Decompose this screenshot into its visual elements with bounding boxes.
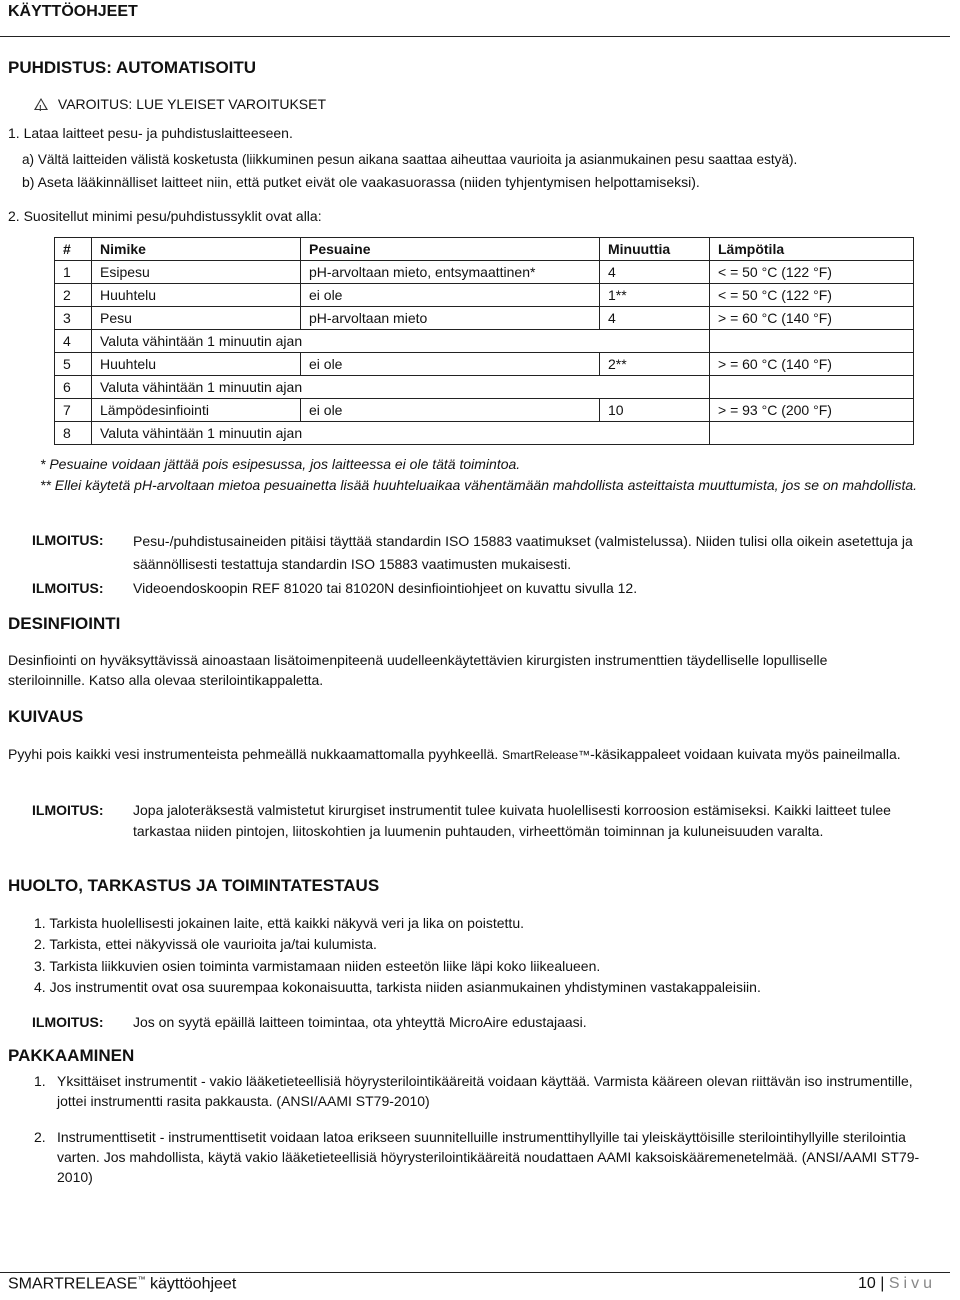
cleaning-cycle-table — [54, 237, 914, 445]
notice-label-2: ILMOITUS: — [32, 580, 104, 596]
maintenance-item-2: 2. Tarkista, ettei näkyvissä ole vaurioita ja/tai kulumista. — [34, 936, 377, 952]
packaging-text-1: Yksittäiset instrumentit - vakio lääketieteellisiä höyrysterilointikääreitä voidaan käyttää. Varmista kääreen olevan riittävän iso instrumentille, jottei instrumentti rasita pakkausta. (ANSI/AAMI ST79-2010) — [57, 1073, 913, 1109]
col-header-agent: Pesuaine — [301, 238, 600, 261]
cell-temperature: > = 60 °C (140 °F) — [710, 307, 914, 330]
drying-text-a: Pyyhi pois kaikki vesi instrumenteista pehmeällä nukkaamattomalla pyyhkeellä. — [8, 746, 499, 762]
footer-divider — [0, 1272, 950, 1273]
packaging-number-1: 1. — [34, 1073, 46, 1089]
page-number: 10 — [858, 1275, 876, 1292]
cell-empty — [600, 376, 710, 399]
notice-text-2: Videoendoskoopin REF 81020 tai 81020N desinfiointiohjeet on kuvattu sivulla 12. — [133, 580, 638, 596]
step-1a: a) Vältä laitteiden välistä kosketusta (liikkuminen pesun aikana saattaa aiheuttaa vaurioita ja asianmukainen pesu saattaa estyä). — [22, 152, 798, 167]
cell-number: 4 — [55, 330, 92, 353]
table-footnote-2: ** Ellei käytetä pH-arvoltaan mietoa pesuainetta lisää huuhteluaikaa vähentämään mahdollista asteittaista muuttumista, jos se on mahdollista. — [40, 477, 918, 493]
cell-name: Huuhtelu — [92, 353, 301, 376]
cell-agent: ei ole — [301, 284, 600, 307]
cell-name: Valuta vähintään 1 minuutin ajan — [92, 422, 600, 445]
page-word: Sivu — [888, 1275, 936, 1292]
notice-text-1: Pesu-/puhdistusaineiden pitäisi täyttää standardin ISO 15883 vaatimukset (valmistelussa). Niiden tulisi olla oikein asetettuja ja säännöllisesti testattuja standardin ISO 15883 vaatimusten mukaisesti. — [133, 533, 913, 572]
step-1b: b) Aseta lääkinnälliset laitteet niin, että putket eivät ole vaakasuorassa (niiden tyhjentymisen helpottamiseksi). — [22, 174, 700, 190]
section-title-auto-cleaning: PUHDISTUS: AUTOMATISOITU — [8, 58, 257, 77]
cell-temperature: < = 50 °C (122 °F) — [710, 284, 914, 307]
drying-text — [8, 744, 938, 765]
notice-text-3: Jopa jaloteräksestä valmistetut kirurgiset instrumentit tulee kuivata huolellisesti korroosion estämiseksi. Kaikki laitteet tulee tarkastaa niiden pintojen, liitoskohtien ja luumenin puhtauden, virheettömän toiminnan ja kuluneisuuden varalta. — [133, 802, 891, 839]
section-title-disinfection: DESINFIOINTI — [8, 614, 121, 633]
cell-empty — [710, 376, 914, 399]
notice-label-1: ILMOITUS: — [32, 532, 104, 548]
notice-label-3: ILMOITUS: — [32, 802, 104, 818]
col-header-name: Nimike — [92, 238, 301, 261]
drying-text-b: -käsikappaleet voidaan kuivata myös paineilmalla. — [590, 746, 901, 762]
col-header-minutes: Minuuttia — [600, 238, 710, 261]
cell-agent: pH-arvoltaan mieto, entsymaattinen* — [301, 261, 600, 284]
table-footnote-1: * Pesuaine voidaan jättää pois esipesussa, jos laitteessa ei ole tätä toimintoa. — [40, 456, 521, 472]
table-row — [55, 307, 914, 330]
footer-doc-name: käyttöohjeet — [145, 1275, 237, 1293]
cell-name: Huuhtelu — [92, 284, 301, 307]
col-header-number: # — [55, 238, 92, 261]
cell-name: Pesu — [92, 307, 301, 330]
header-title: KÄYTTÖOHJEET — [8, 3, 138, 20]
cell-temperature: > = 60 °C (140 °F) — [710, 353, 914, 376]
step-1: 1. Lataa laitteet pesu- ja puhdistuslaitteeseen. — [8, 125, 293, 141]
cell-minutes: 10 — [600, 399, 710, 422]
table-row — [55, 422, 914, 445]
cell-temperature: < = 50 °C (122 °F) — [710, 261, 914, 284]
warning-triangle-icon — [34, 98, 48, 110]
cell-name: Esipesu — [92, 261, 301, 284]
section-title-maintenance: HUOLTO, TARKASTUS JA TOIMINTATESTAUS — [8, 876, 380, 895]
section-title-drying: KUIVAUS — [8, 707, 84, 726]
disinfection-text: Desinfiointi on hyväksyttävissä ainoastaan lisätoimenpiteenä uudelleenkäytettävien kirurgisten instrumenttien täydelliselle lopulliselle steriloinnille. Katso alla olevaa sterilointikappaletta. — [8, 652, 828, 688]
cell-minutes: 2** — [600, 353, 710, 376]
maintenance-item-1: 1. Tarkista huolellisesti jokainen laite, että kaikki näkyvä veri ja lika on poistettu. — [34, 915, 524, 931]
cell-number: 7 — [55, 399, 92, 422]
table-row — [55, 261, 914, 284]
page-separator: | — [875, 1275, 889, 1292]
maintenance-item-3: 3. Tarkista liikkuvien osien toiminta varmistamaan niiden esteetön liike läpi koko liikealueen. — [34, 958, 601, 974]
cell-name: Valuta vähintään 1 minuutin ajan — [92, 376, 600, 399]
section-title-packaging: PAKKAAMINEN — [8, 1046, 135, 1065]
cell-empty — [600, 422, 710, 445]
table-row — [55, 399, 914, 422]
cell-empty — [600, 330, 710, 353]
cell-minutes: 4 — [600, 261, 710, 284]
footer-brand: SMARTRELEASE — [8, 1275, 138, 1293]
cell-minutes: 4 — [600, 307, 710, 330]
notice-text-4: Jos on syytä epäillä laitteen toimintaa, ota yhteyttä MicroAire edustajaasi. — [133, 1014, 587, 1030]
cell-minutes: 1** — [600, 284, 710, 307]
cell-number: 2 — [55, 284, 92, 307]
col-header-temperature: Lämpötila — [710, 238, 914, 261]
footer-tm: ™ — [137, 1275, 146, 1284]
cell-empty — [710, 330, 914, 353]
packaging-text-2: Instrumenttisetit - instrumenttisetit voidaan latoa erikseen suunnitelluille instrumenttihyllyille tai yleiskäyttöisille sterilointihyllyille sterilointia varten. Jos mahdollista, käytä vakio lääketieteellisiä höyrysterilointikääreitä noudattaen AAMI kaksoiskääremenetelmää. (ANSI/AAMI ST79-2010) — [57, 1129, 920, 1185]
table-row — [55, 284, 914, 307]
cell-number: 6 — [55, 376, 92, 399]
table-header-row — [55, 238, 914, 261]
notice-label-4: ILMOITUS: — [32, 1014, 104, 1030]
cell-number: 1 — [55, 261, 92, 284]
cell-number: 5 — [55, 353, 92, 376]
cell-name: Lämpödesinfiointi — [92, 399, 301, 422]
maintenance-item-4: 4. Jos instrumentit ovat osa suurempaa kokonaisuutta, tarkista niiden asianmukainen yhdistyminen vastakappaleisiin. — [34, 979, 761, 995]
table-row — [55, 353, 914, 376]
step-2: 2. Suositellut minimi pesu/puhdistussyklit ovat alla: — [8, 208, 322, 224]
warning-line — [34, 94, 326, 114]
table-row — [55, 330, 914, 353]
footer-page — [858, 1275, 936, 1293]
table-row — [55, 376, 914, 399]
cell-name: Valuta vähintään 1 minuutin ajan — [92, 330, 600, 353]
warning-text: VAROITUS: LUE YLEISET VAROITUKSET — [57, 96, 327, 112]
cell-agent: ei ole — [301, 399, 600, 422]
cell-temperature: > = 93 °C (200 °F) — [710, 399, 914, 422]
cell-agent: pH-arvoltaan mieto — [301, 307, 600, 330]
brand-name: SmartRelease™ — [502, 748, 591, 762]
packaging-number-2: 2. — [34, 1129, 46, 1145]
page-header — [0, 0, 950, 37]
cell-number: 8 — [55, 422, 92, 445]
cell-empty — [710, 422, 914, 445]
footer-title — [8, 1275, 236, 1293]
cell-agent: ei ole — [301, 353, 600, 376]
cell-number: 3 — [55, 307, 92, 330]
